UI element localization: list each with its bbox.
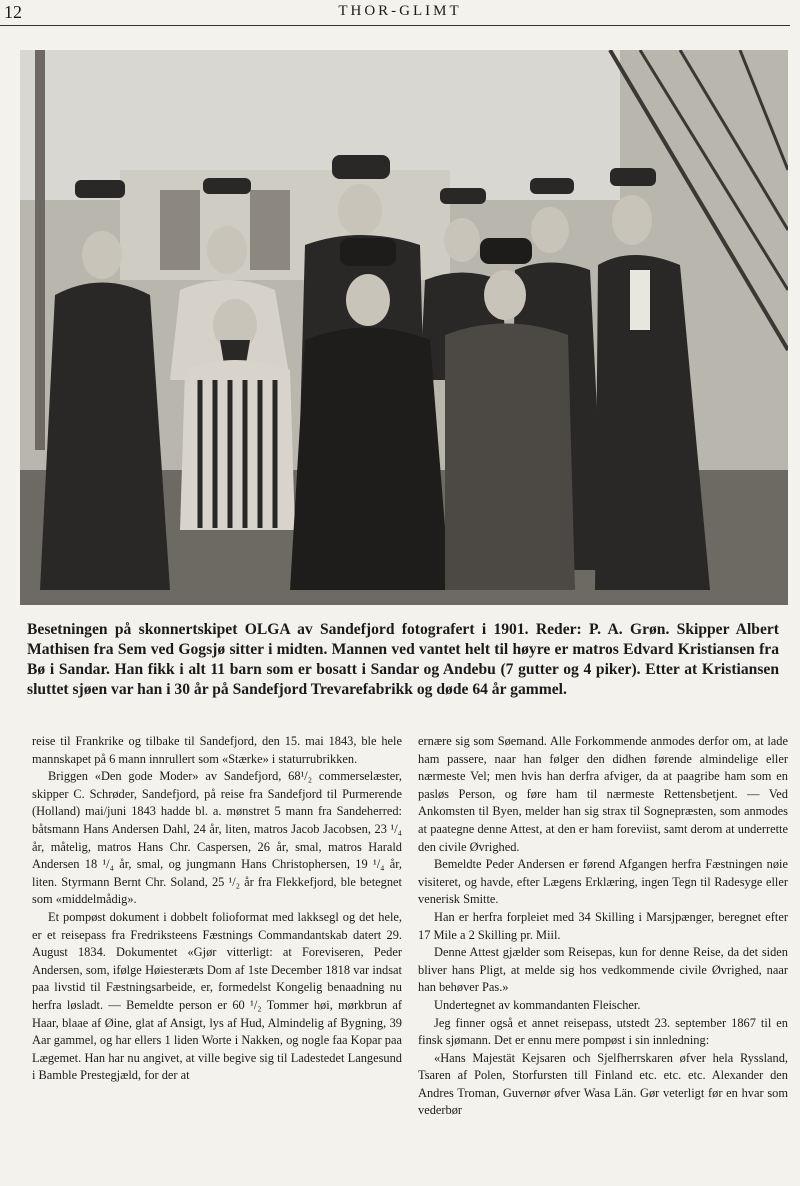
- deckhouse-window: [160, 190, 200, 270]
- paragraph: reise til Frankrike og tilbake til Sandefjord, den 15. mai 1843, ble hele mannskapet på 6 mann innrullert som «Stærke» i staturrubrikken.: [32, 734, 402, 766]
- paragraph: Undertegnet av kommandanten Fleischer.: [434, 997, 641, 1012]
- deckhouse-window: [250, 190, 290, 270]
- paragraph: Briggen «Den gode Moder» av Sandefjord, 68¹/₂ commerselæster, skipper C. Schrøder, Sandefjord, på reise fra Sandefjord til Purmerende (Holland) mai/juni 1843 hadde bl. a. mønstret 5 mann fra Sandeherred: båtsmann Hans Andersen Dahl, 24 år, liten, matros Jacob Jacobsen, 23 ¹/₄ år, måtelig, matros Hans Chr. Caspersen, 26 år, smal, matros Harald Andersen 18 ¹/₄ år, smal, og jungmann Hans Christophersen, 19 ¹/₄ år, liten. Styrmann Bernt Chr. Soland, 25 ¹/₂ år fra Flekkefjord, ble betegnet som «middelmådig».: [32, 769, 402, 907]
- paragraph: Jeg finner også et annet reisepass, utstedt 23. september 1867 til en finsk sjømann. Det er ennu mere pompøst i sin innledning:: [418, 1015, 788, 1048]
- crew-photo-illustration: [20, 50, 788, 605]
- article-right-column: [418, 733, 788, 1120]
- paragraph: ernære sig som Søemand. Alle Forkommende anmodes derfor om, at lade ham passere, naar han følger den didhen førende almindelige eller nærmeste Vel; men hvis han derfra afviger, da at paagribe ham som en pasløs Person, og føre ham til nærmeste Rettensbetjent. — Ved Ankomsten til Byen, melder han sig strax til Sognepræsten, som anmodes at paategne denne Attest, at den er ham foreviist, samt derom at underrette den civile Øvrighed.: [418, 734, 788, 854]
- running-title: THOR-GLIMT: [338, 3, 462, 19]
- paragraph: Et pompøst dokument i dobbelt folioformat med lakksegl og det hele, er et reisepass fra Fredriksteens Fæstnings Commandantskab datert 29. August 1834. Dokumentet «Gjør vitterligt: at Foreviseren, Peder Andersen, som, ifølge Høiesteræts Dom af 1ste December 1818 var indsat paa livstid til Fæstningsarbeide, er, formedelst Kongelig benaadning nu herfra løsladt. — Bemeldte person er 60 ¹/₂ Tommer høi, mørkbrun af Haar, blaae af Øine, glat af Ansigt, lys af Hud, Almindelig af Bygning, 39 Aar gammel, og har ellers 1 liden Worte i Nakken, og nogle faa Kopar paa Lægemet. Han har nu angivet, at ville begive sig til Ladestedet Langesund i Bamble Prestegjæld, for der at: [32, 909, 402, 1083]
- paragraph: Han er herfra forpleiet med 34 Skilling i Marsjpænger, beregnet efter 17 Mile a 2 Skilling pr. Miil.: [418, 909, 788, 942]
- header-rule: [0, 25, 790, 26]
- photo-caption: Besetningen på skonnertskipet OLGA av Sandefjord fotografert i 1901. Reder: P. A. Grøn. Skipper Albert Mathisen fra Sem ved Gogsjø sitter i midten. Mannen ved vantet helt til høyre er matros Edvard Kristiansen fra Bø i Sandar. Han fikk i alt 11 barn som er bosatt i Sandar og Andebu (7 gutter og 4 piker). Etter at Kristiansen sluttet sjøen var han i 30 år på Sandefjord Trevarefabrikk og døde 64 år gammel.: [27, 621, 779, 698]
- crew-photo: [20, 50, 788, 605]
- page-number: 12: [4, 2, 22, 22]
- article-left-column: [32, 733, 402, 1085]
- paragraph: Denne Attest gjælder som Reisepas, kun for denne Reise, da det siden bliver hans Pligt, at melde sig hos vedkommende civile Øvrighed, naar han behøver Pas.»: [418, 945, 788, 995]
- paragraph: «Hans Majestät Kejsaren och Sjelfherrskaren øfver hela Ryssland, Tsaren af Polen, Storfursten till Finland etc. etc. etc. Alexander den Andres Troman, Guvernør øfver Wasa Län. Gør veterligt før en hvar som vederbør: [418, 1050, 788, 1118]
- page-header: [0, 0, 800, 30]
- paragraph: Bemeldte Peder Andersen er førend Afgangen herfra Fæstningen nøie visiteret, og havde, efter Lægens Erklæring, ingen Tegn til Radesyge eller venerisk Smitte.: [418, 857, 788, 907]
